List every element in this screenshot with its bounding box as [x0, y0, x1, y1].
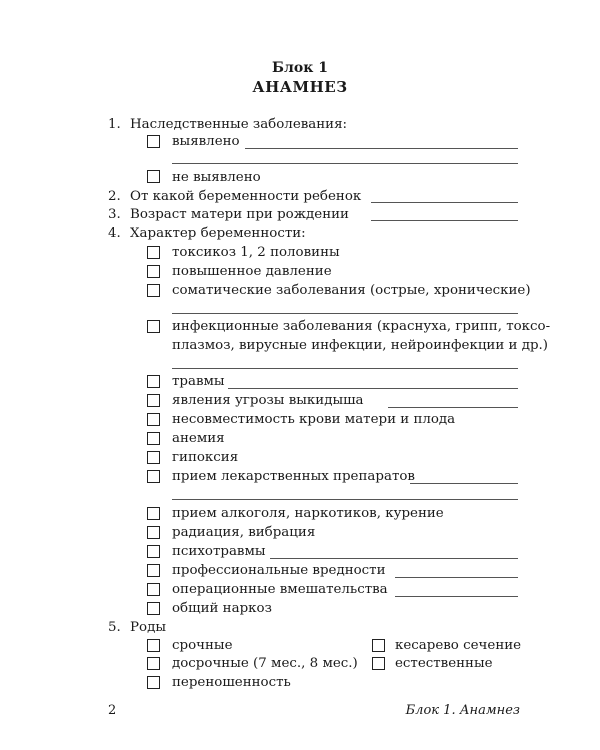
page-number: 2 — [108, 703, 117, 718]
checkbox[interactable] — [147, 470, 160, 483]
section-number: 3. — [108, 207, 121, 222]
option-label: выявлено — [172, 134, 240, 149]
option-label: общий наркоз — [172, 601, 272, 616]
checkbox[interactable] — [147, 526, 160, 539]
checkbox[interactable] — [147, 320, 160, 333]
section-number: 2. — [108, 189, 121, 204]
answer-line[interactable] — [395, 596, 518, 597]
answer-line[interactable] — [172, 499, 518, 500]
option-label: гипоксия — [172, 450, 239, 465]
section-number: 4. — [108, 226, 121, 241]
block-label: Блок 1 — [272, 60, 328, 76]
answer-line[interactable] — [245, 148, 518, 149]
checkbox[interactable] — [147, 545, 160, 558]
option-label: травмы — [172, 374, 225, 389]
answer-line[interactable] — [172, 163, 518, 164]
option-label: повышенное давление — [172, 264, 332, 279]
checkbox[interactable] — [372, 639, 385, 652]
option-label: кесарево сечение — [395, 638, 522, 653]
answer-line[interactable] — [172, 313, 518, 314]
option-label: токсикоз 1, 2 половины — [172, 245, 340, 260]
checkbox[interactable] — [147, 639, 160, 652]
checkbox[interactable] — [147, 265, 160, 278]
option-label-continued: плазмоз, вирусные инфекции, нейроинфекции и др.) — [172, 338, 549, 353]
option-label: не выявлено — [172, 170, 261, 185]
answer-line[interactable] — [371, 220, 518, 221]
answer-line[interactable] — [395, 577, 518, 578]
checkbox[interactable] — [147, 246, 160, 259]
checkbox[interactable] — [147, 583, 160, 596]
answer-line[interactable] — [410, 483, 518, 484]
option-label: инфекционные заболевания (краснуха, грипп, токсо- — [172, 319, 551, 334]
checkbox[interactable] — [147, 564, 160, 577]
option-label: соматические заболевания (острые, хронические) — [172, 283, 531, 298]
section-title: Роды — [130, 620, 166, 635]
section-title: Возраст матери при рождении — [130, 207, 349, 222]
section-title: Наследственные заболевания: — [130, 117, 348, 132]
section-title: От какой беременности ребенок — [130, 189, 362, 204]
option-label: радиация, вибрация — [172, 525, 316, 540]
checkbox[interactable] — [147, 602, 160, 615]
answer-line[interactable] — [172, 368, 518, 369]
section-number: 1. — [108, 117, 121, 132]
checkbox[interactable] — [147, 507, 160, 520]
checkbox[interactable] — [147, 657, 160, 670]
page-title: АНАМНЕЗ — [252, 78, 348, 96]
checkbox[interactable] — [372, 657, 385, 670]
answer-line[interactable] — [228, 388, 518, 389]
option-label: психотравмы — [172, 544, 266, 559]
section-title: Характер беременности: — [130, 226, 306, 241]
checkbox[interactable] — [147, 394, 160, 407]
option-label: прием алкоголя, наркотиков, курение — [172, 506, 444, 521]
option-label: операционные вмешательства — [172, 582, 388, 597]
checkbox[interactable] — [147, 284, 160, 297]
answer-line[interactable] — [388, 407, 518, 408]
running-title: Блок 1. Анамнез — [405, 703, 520, 718]
checkbox[interactable] — [147, 676, 160, 689]
answer-line[interactable] — [371, 202, 518, 203]
option-label: анемия — [172, 431, 225, 446]
checkbox[interactable] — [147, 413, 160, 426]
checkbox[interactable] — [147, 432, 160, 445]
option-label: естественные — [395, 656, 493, 671]
option-label: профессиональные вредности — [172, 563, 386, 578]
answer-line[interactable] — [270, 558, 518, 559]
checkbox[interactable] — [147, 170, 160, 183]
checkbox[interactable] — [147, 135, 160, 148]
option-label: явления угрозы выкидыша — [172, 393, 364, 408]
option-label: переношенность — [172, 675, 291, 690]
option-label: досрочные (7 мес., 8 мес.) — [172, 656, 358, 671]
section-number: 5. — [108, 620, 121, 635]
checkbox[interactable] — [147, 451, 160, 464]
option-label: прием лекарственных препаратов — [172, 469, 415, 484]
option-label: срочные — [172, 638, 233, 653]
checkbox[interactable] — [147, 375, 160, 388]
option-label: несовместимость крови матери и плода — [172, 412, 456, 427]
